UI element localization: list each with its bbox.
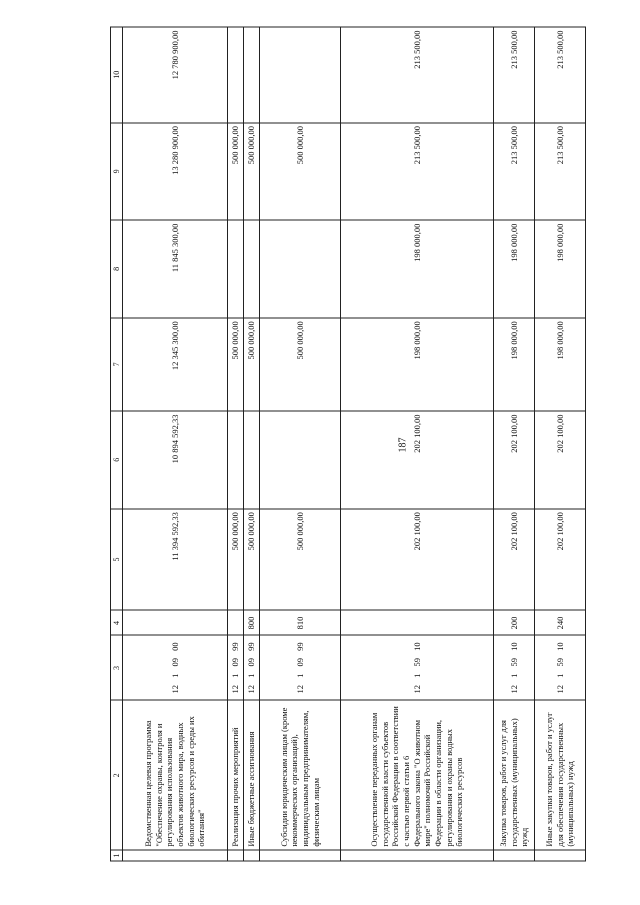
table-row — [494, 27, 535, 861]
row-col9: 500 000,00 — [228, 123, 244, 221]
table-row — [228, 27, 244, 861]
row-col7: 198 000,00 — [494, 318, 535, 411]
row-col6: 10 894 592,33 — [123, 411, 228, 509]
column-header: 5 — [111, 509, 123, 611]
table-row — [244, 27, 260, 861]
row-col10: 213 500,00 — [535, 27, 586, 123]
row-col7: 12 345 300,00 — [123, 318, 228, 411]
row-col5: 500 000,00 — [228, 509, 244, 611]
row-code: 12 1 09 99 — [260, 635, 341, 700]
row-col8: 11 845 300,00 — [123, 220, 228, 318]
row-kvr: 810 — [260, 611, 341, 636]
row-name: Реализация прочих мероприятий — [228, 701, 244, 851]
table-row — [123, 27, 228, 861]
row-name: Закупка товаров, работ и услуг для государственных (муниципальных) нужд — [494, 701, 535, 851]
column-header: 8 — [111, 220, 123, 318]
row-col6: 202 100,00 — [341, 411, 494, 509]
row-marker-cell — [535, 850, 586, 861]
row-kvr — [123, 611, 228, 636]
row-marker-cell — [494, 850, 535, 861]
table-row — [260, 27, 341, 861]
row-col7: 198 000,00 — [341, 318, 494, 411]
row-name: Осуществление переданных органам государственной власти субъектов Российской Федерации в соответствии с частью первой статьи 6 Федерального закона "О животном мире" полномочий Российской Федерации в области организации, регулирования и охраны водных биологических ресурсов — [341, 701, 494, 851]
row-col9: 500 000,00 — [260, 123, 341, 221]
table-row — [341, 27, 494, 861]
row-name: Ведомственная целевая программа "Обеспечение охраны, контроля и регулирования использования объектов животного мира, водных биологических ресурсов и среды их обитания" — [123, 701, 228, 851]
row-col5: 500 000,00 — [260, 509, 341, 611]
row-code: 12 1 09 99 — [228, 635, 244, 700]
page-number: 187 — [397, 437, 409, 453]
row-col7: 500 000,00 — [228, 318, 244, 411]
row-col9: 500 000,00 — [244, 123, 260, 221]
row-code: 12 1 59 10 — [535, 635, 586, 700]
column-header: 10 — [111, 27, 123, 123]
row-col10: 213 500,00 — [494, 27, 535, 123]
column-number-row — [111, 27, 123, 861]
row-marker-cell — [123, 850, 228, 861]
row-name: Иные закупки товаров, работ и услуг для обеспечения государственных (муниципальных) нужд — [535, 701, 586, 851]
row-col10 — [260, 27, 341, 123]
row-name: Иные бюджетные ассигнования — [244, 701, 260, 851]
row-col8: 198 000,00 — [494, 220, 535, 318]
row-code: 12 1 09 00 — [123, 635, 228, 700]
row-marker-cell — [244, 850, 260, 861]
row-col5: 202 100,00 — [494, 509, 535, 611]
column-header: 3 — [111, 635, 123, 700]
row-kvr: 240 — [535, 611, 586, 636]
row-kvr: 800 — [244, 611, 260, 636]
column-header: 9 — [111, 123, 123, 221]
row-code — [341, 635, 494, 700]
row-col8: 198 000,00 — [535, 220, 586, 318]
row-kvr — [341, 611, 494, 636]
row-col5: 202 100,00 — [535, 509, 586, 611]
row-col6 — [244, 411, 260, 509]
row-code-text: 12 1 59 10 — [411, 642, 422, 694]
column-header: 1 — [111, 850, 123, 861]
row-col6: 202 100,00 — [535, 411, 586, 509]
row-col8: 198 000,00 — [341, 220, 494, 318]
column-header: 6 — [111, 411, 123, 509]
row-kvr: 200 — [494, 611, 535, 636]
row-col6: 202 100,00 — [494, 411, 535, 509]
row-code: 12 1 59 10 — [494, 635, 535, 700]
row-col5: 11 394 592,33 — [123, 509, 228, 611]
row-marker-cell — [228, 850, 244, 861]
row-col10: 213 500,00 — [341, 27, 494, 123]
row-col6 — [260, 411, 341, 509]
row-col8 — [260, 220, 341, 318]
row-col5: 500 000,00 — [244, 509, 260, 611]
row-name: Субсидии юридическим лицам (кроме некоммерческих организаций), индивидуальным предпринимателям, физическим лицам — [260, 701, 341, 851]
row-col7: 500 000,00 — [244, 318, 260, 411]
column-header: 7 — [111, 318, 123, 411]
table-row — [535, 27, 586, 861]
row-kvr — [228, 611, 244, 636]
row-col5: 202 100,00 — [341, 509, 494, 611]
row-col10: 12 780 900,00 — [123, 27, 228, 123]
row-col9: 213 500,00 — [535, 123, 586, 221]
row-col10 — [228, 27, 244, 123]
row-marker-cell — [260, 850, 341, 861]
budget-sheet — [110, 27, 576, 862]
row-col6 — [228, 411, 244, 509]
row-col9: 213 500,00 — [494, 123, 535, 221]
budget-table — [110, 27, 586, 862]
row-col9: 213 500,00 — [341, 123, 494, 221]
column-header: 4 — [111, 611, 123, 636]
row-code: 12 1 09 99 — [244, 635, 260, 700]
row-col10 — [244, 27, 260, 123]
row-col8 — [228, 220, 244, 318]
row-col7: 500 000,00 — [260, 318, 341, 411]
row-col9: 13 280 900,00 — [123, 123, 228, 221]
column-header: 2 — [111, 701, 123, 851]
row-col8 — [244, 220, 260, 318]
row-col7: 198 000,00 — [535, 318, 586, 411]
row-marker-cell — [341, 850, 494, 861]
